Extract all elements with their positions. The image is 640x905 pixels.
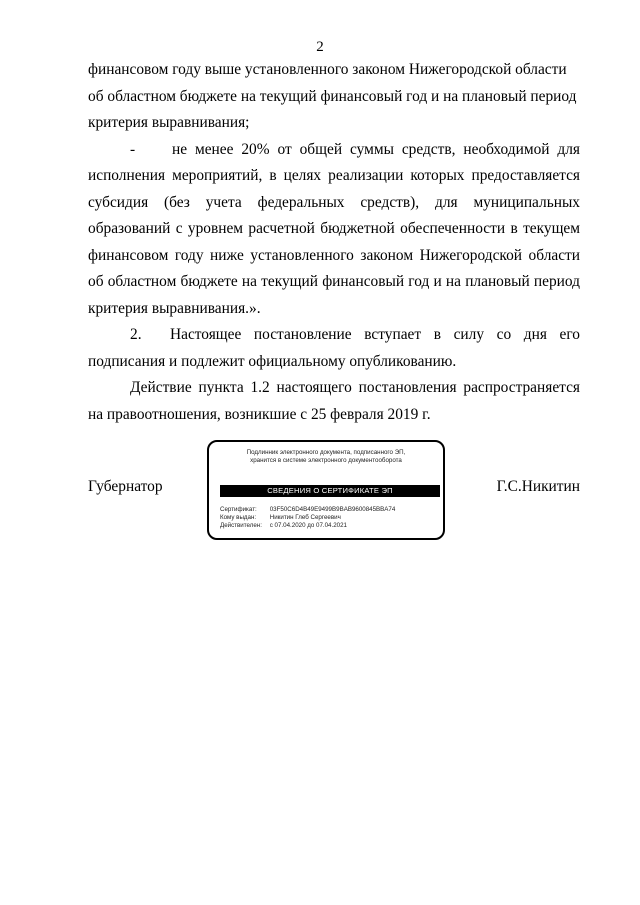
certificate-label: Сертификат: [220,506,257,513]
paragraph-line: об областном бюджете на текущий финансовый год и на плановый период [88,87,577,105]
paragraph-text: Настоящее постановление вступает в силу со дня его подписания и подлежит официальному опубликованию. [88,326,580,370]
paragraph-continuation [88,57,580,137]
paragraph-clause-2 [88,322,580,375]
paragraph-text: не менее 20% от общей суммы средств, необходимой для исполнения мероприятий, в целях реализации которых предоставляется субсидия (без учета федеральных средств), для муниципальных образований с уровнем расчетной бюджетной обеспеченности в текущем финансовом году ниже установленного законом Нижегородской области об областном бюджете на текущий финансовый год и на плановый период критерия выравнивания.». [88,140,580,317]
certificate-value: 03F50C6D4B49E9499B9BAB9600845BBA74 [269,506,396,513]
stamp-details [220,506,440,530]
paragraph-line: финансовом году выше установленного законом Нижегородской области [88,61,567,78]
signer-name: Г.С.Никитин [496,478,580,495]
page-number: 2 [316,39,324,55]
clause-number: 2. [130,326,142,343]
electronic-signature-stamp [207,440,445,540]
validity-label: Действителен: [220,522,262,529]
paragraph-line: критерия выравнивания; [88,114,250,131]
list-dash: - [130,140,136,158]
issued-to-value: Никитин Глеб Сергеевич [269,514,341,521]
stamp-banner: СВЕДЕНИЯ О СЕРТИФИКАТЕ ЭП [220,485,440,497]
stamp-header-line: Подлинник электронного документа, подписанного ЭП, [246,449,406,456]
document-body [88,57,580,428]
certificate-row [220,506,440,514]
paragraph-text: Действие пункта 1.2 настоящего постановления распространяется на правоотношения, возникшие с 25 февраля 2019 г. [88,379,580,423]
validity-value: с 07.04.2020 до 07.04.2021 [269,522,347,529]
validity-row [220,522,440,530]
paragraph-list-item [88,137,580,323]
signer-position: Губернатор [88,478,163,495]
issued-to-row [220,514,440,522]
signature-block [0,440,640,544]
stamp-header-line: хранится в системе электронного документооборота [250,457,402,464]
issued-to-label: Кому выдан: [220,514,257,521]
paragraph-effect [88,375,580,428]
stamp-header [209,449,443,465]
